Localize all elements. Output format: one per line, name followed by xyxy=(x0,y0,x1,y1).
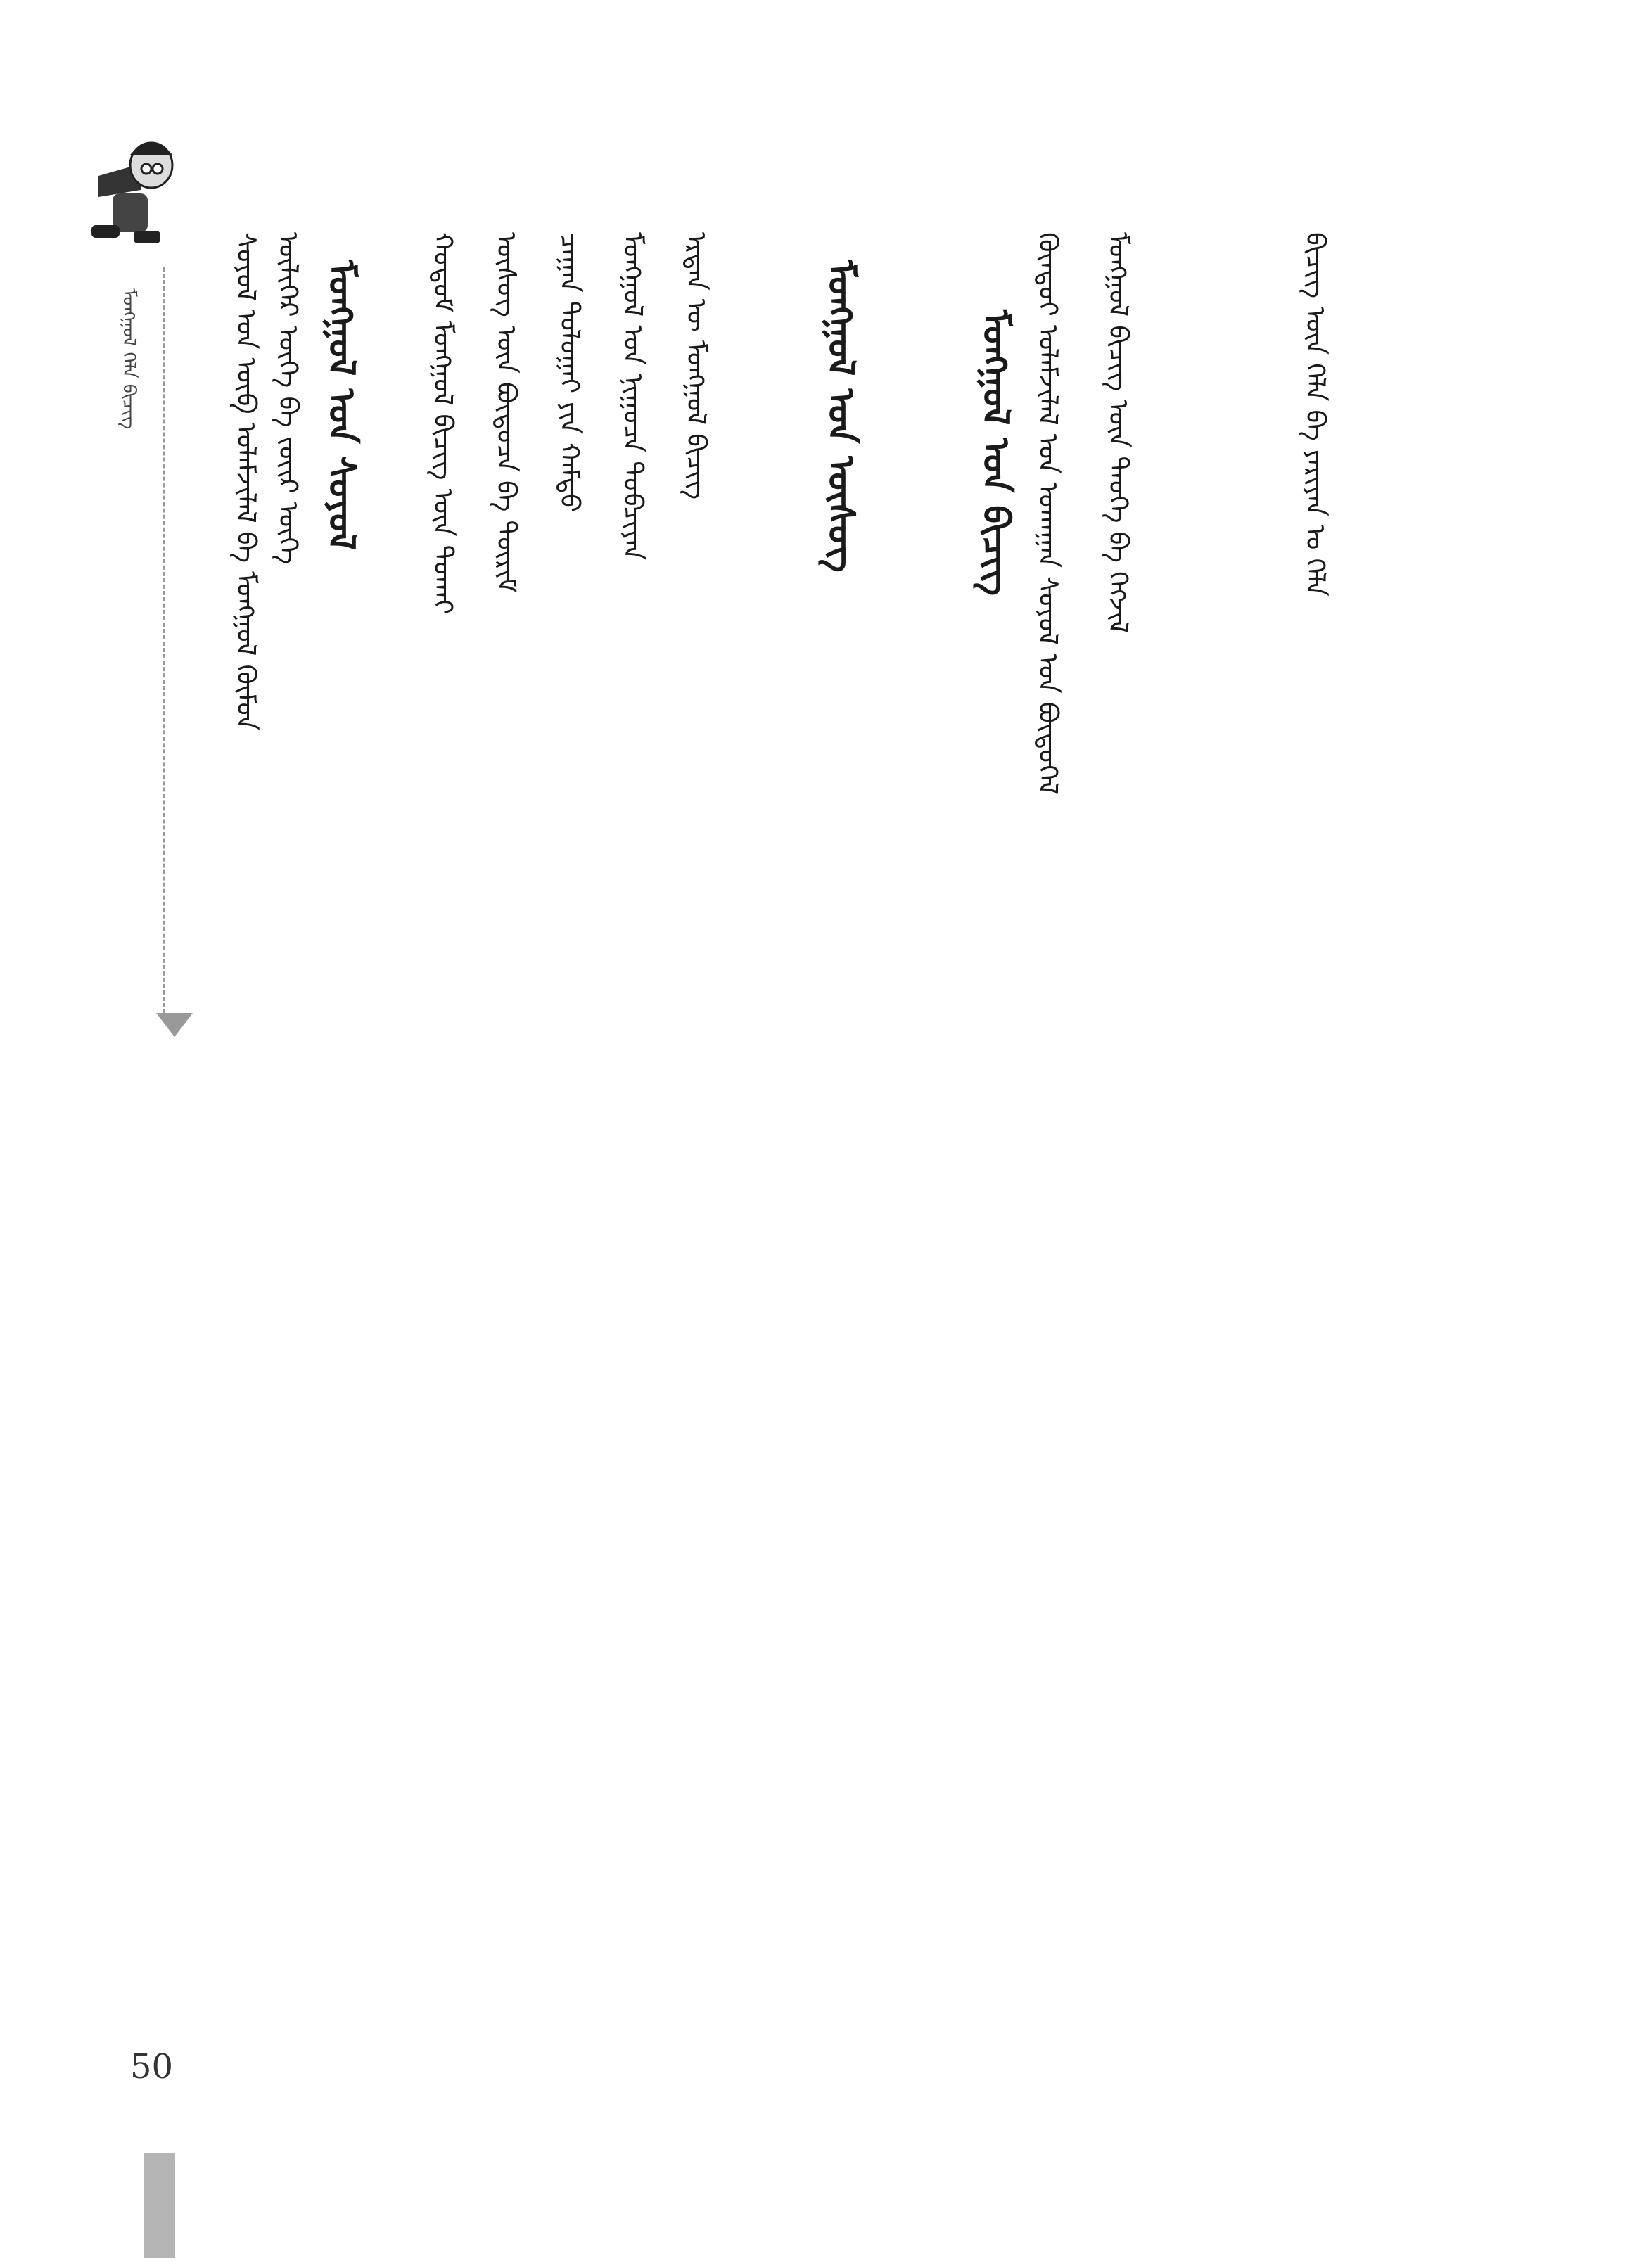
body-line: ᠦᠯᠢᠭᠡᠷ ᠦᠭᠡ ᠪᠠ ᠵᠦᠢᠷ ᠦᠭᠡ xyxy=(273,232,304,565)
body-line: ᠦᠰᠦᠭ ᠦᠨ ᠪᠦᠲᠦᠴᠡ ᠪᠠ ᠳᠦᠷᠢᠮ xyxy=(491,232,522,593)
body-line: ᠭᠦᠨᠳᠦᠢ ᠤᠯᠠᠮᠵᠢᠯᠠᠯ ᠤᠨ ᠤᠬᠠᠭᠠᠨ ᠰᠣᠶᠣᠯ ᠤᠨ ᠪᠦᠲᠦᠭᠡᠯ xyxy=(1033,232,1064,795)
body-line: ᠪᠢᠴᠢᠭ ᠦᠨ ᠬᠡᠯᠡ ᠪᠠ ᠶᠠᠷᠢᠶᠠᠨ ᠤ ᠬᠡᠯᠡ xyxy=(1300,232,1331,597)
page-edge-bar xyxy=(144,2153,175,2258)
triangle-marker-icon xyxy=(156,1013,193,1037)
body-line: ᠴᠠᠭᠠᠨ ᠲᠤᠯᠤᠭᠠᠢ ᠶᠢᠨ ᠬᠠᠮᠳᠤ xyxy=(554,232,585,512)
dashed-divider xyxy=(163,267,165,1020)
section-heading: ᠮᠣᠩᠭᠣᠯ ᠤᠨ ᠪᠢᠴᠢᠭ xyxy=(974,310,1017,597)
body-line: ᠡᠷᠲᠡᠨ ᠦ ᠮᠣᠩᠭᠣᠯ ᠪᠢᠴᠢᠭ xyxy=(681,232,712,500)
body-line: ᠬᠤᠳᠤᠮ ᠮᠣᠩᠭᠣᠯ ᠪᠢᠴᠢᠭ ᠦᠨ ᠲᠤᠬᠠᠢ xyxy=(428,232,459,615)
section-heading: ᠮᠣᠩᠭᠣᠯ ᠤᠨ ᠦᠰᠦᠭ xyxy=(820,260,862,573)
body-line: ᠮᠣᠩᠭᠣᠯ ᠪᠢᠴᠢᠭ ᠦᠨ ᠲᠡᠦᠬᠡ ᠪᠠ ᠬᠡᠭᠵᠢᠯ xyxy=(1103,232,1134,634)
mascot-illustration xyxy=(84,134,183,253)
section-heading: ᠮᠣᠩᠭᠣᠯ ᠤᠨ ᠰᠣᠶᠣᠯ xyxy=(320,260,363,550)
body-line: ᠰᠣᠶᠣᠯ ᠤᠨ ᠦᠪ ᠤᠯᠠᠮᠵᠢᠯᠠᠯ ᠪᠠ ᠮᠣᠩᠭᠣᠯ ᠬᠦᠮᠦᠨ xyxy=(231,232,262,731)
body-line: ᠮᠣᠩᠭᠣᠯ ᠤᠨ ᠨᠢᠭᠤᠴᠠ ᠲᠣᠪᠴᠢᠶᠠᠨ xyxy=(618,232,649,561)
chapter-side-note: ᠮᠣᠩᠭᠣᠯ ᠬᠡᠯᠡ ᠪᠢᠴᠢᠭ xyxy=(118,288,139,430)
page-number: 50 xyxy=(130,2047,174,2087)
